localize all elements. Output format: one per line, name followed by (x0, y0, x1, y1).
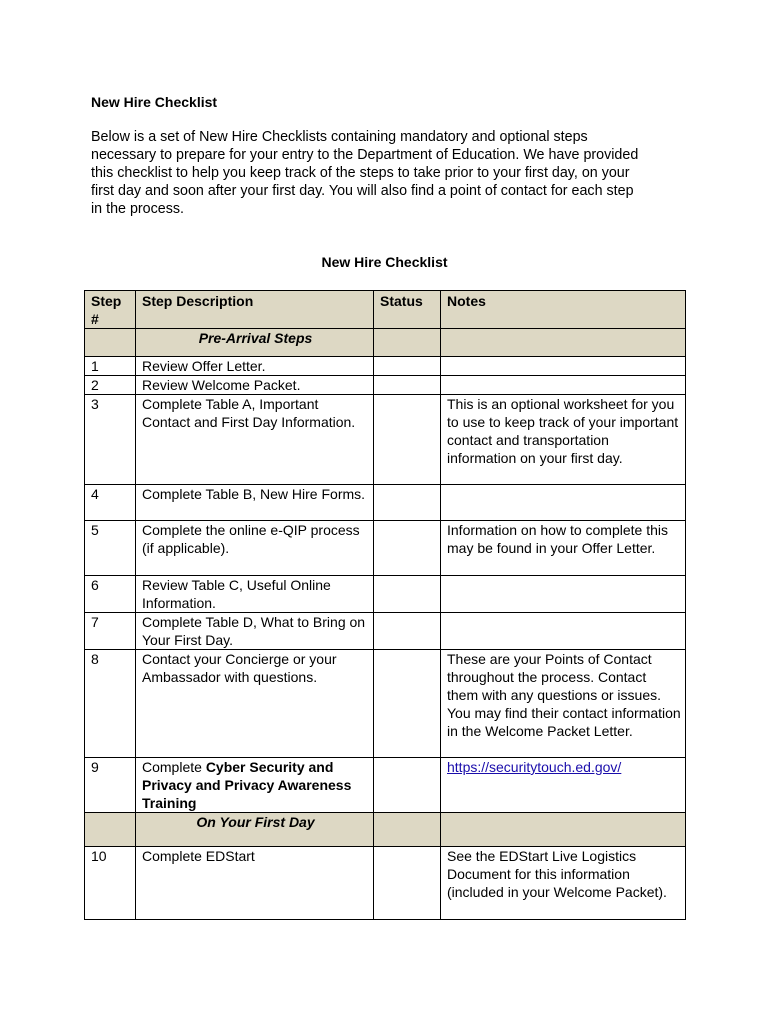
step-description: Complete Table D, What to Bring on Your First Day. (136, 613, 374, 650)
table-row (85, 847, 686, 920)
security-training-link[interactable]: https://securitytouch.ed.gov/ (447, 759, 622, 775)
table-caption: New Hire Checklist (321, 254, 448, 270)
step-notes: Information on how to complete this may be found in your Offer Letter. (441, 521, 686, 576)
intro-line: Below is a set of New Hire Checklists containing mandatory and optional steps (91, 129, 588, 145)
table-row (85, 650, 686, 758)
section-title-first-day: On Your First Day (136, 813, 374, 847)
step-number: 3 (85, 395, 136, 485)
intro-line: first day and soon after your first day. You will also find a point of contact for each step (91, 183, 634, 199)
step-description: Contact your Concierge or your Ambassador with questions. (136, 650, 374, 758)
section-title-pre-arrival: Pre-Arrival Steps (136, 329, 374, 357)
step-number: 1 (85, 357, 136, 376)
step-status (374, 521, 441, 576)
page-title: New Hire Checklist (91, 94, 218, 110)
header-step (85, 291, 136, 329)
step-description: Complete EDStart (136, 847, 374, 920)
step-description: Review Welcome Packet. (136, 376, 374, 395)
section-row-first-day (85, 813, 686, 847)
intro-line: necessary to prepare for your entry to the Department of Education. We have provided (91, 147, 639, 163)
table-row (85, 376, 686, 395)
intro-paragraph (91, 128, 691, 218)
step-notes: This is an optional worksheet for you to use to keep track of your important contact and transportation information on your first day. (441, 395, 686, 485)
step-status (374, 357, 441, 376)
section-notes-cell (441, 813, 686, 847)
step-status (374, 847, 441, 920)
step-status (374, 613, 441, 650)
step-number: 7 (85, 613, 136, 650)
step-description: Complete Table B, New Hire Forms. (136, 485, 374, 521)
table-row (85, 613, 686, 650)
header-description: Step Description (136, 291, 374, 329)
header-status: Status (374, 291, 441, 329)
table-row (85, 395, 686, 485)
table-header-row (85, 291, 686, 329)
step-status (374, 576, 441, 613)
step-notes (441, 576, 686, 613)
section-row-pre-arrival (85, 329, 686, 357)
table-row (85, 758, 686, 813)
step-status (374, 485, 441, 521)
intro-line: in the process. (91, 201, 184, 217)
table-row (85, 576, 686, 613)
step-number: 6 (85, 576, 136, 613)
header-step-line2: # (91, 311, 99, 327)
step-notes (441, 485, 686, 521)
step-number: 9 (85, 758, 136, 813)
step-status (374, 395, 441, 485)
header-notes: Notes (441, 291, 686, 329)
step-description-bold: Cyber Security and Privacy and Privacy Awareness Training (142, 759, 352, 811)
step-description: Review Table C, Useful Online Information. (136, 576, 374, 613)
step-number: 4 (85, 485, 136, 521)
intro-line: this checklist to help you keep track of the steps to take prior to your first day, on your (91, 165, 630, 181)
header-step-line1: Step (91, 293, 122, 309)
step-description-prefix: Complete (142, 759, 206, 775)
step-number: 5 (85, 521, 136, 576)
step-description (136, 758, 374, 813)
table-row (85, 521, 686, 576)
checklist-table (84, 290, 686, 920)
section-notes-cell (441, 329, 686, 357)
step-description: Complete Table A, Important Contact and First Day Information. (136, 395, 374, 485)
step-notes (441, 758, 686, 813)
step-notes (441, 357, 686, 376)
section-step-cell (85, 329, 136, 357)
section-step-cell (85, 813, 136, 847)
step-number: 8 (85, 650, 136, 758)
step-description: Review Offer Letter. (136, 357, 374, 376)
step-notes (441, 613, 686, 650)
step-number: 10 (85, 847, 136, 920)
step-notes: These are your Points of Contact throughout the process. Contact them with any questions or issues. You may find their contact information in the Welcome Packet Letter. (441, 650, 686, 758)
table-row (85, 485, 686, 521)
step-description: Complete the online e-QIP process (if applicable). (136, 521, 374, 576)
step-notes (441, 376, 686, 395)
section-status-cell (374, 329, 441, 357)
step-number: 2 (85, 376, 136, 395)
section-status-cell (374, 813, 441, 847)
step-status (374, 758, 441, 813)
table-row (85, 357, 686, 376)
step-status (374, 376, 441, 395)
step-status (374, 650, 441, 758)
step-notes: See the EDStart Live Logistics Document for this information (included in your Welcome Packet). (441, 847, 686, 920)
